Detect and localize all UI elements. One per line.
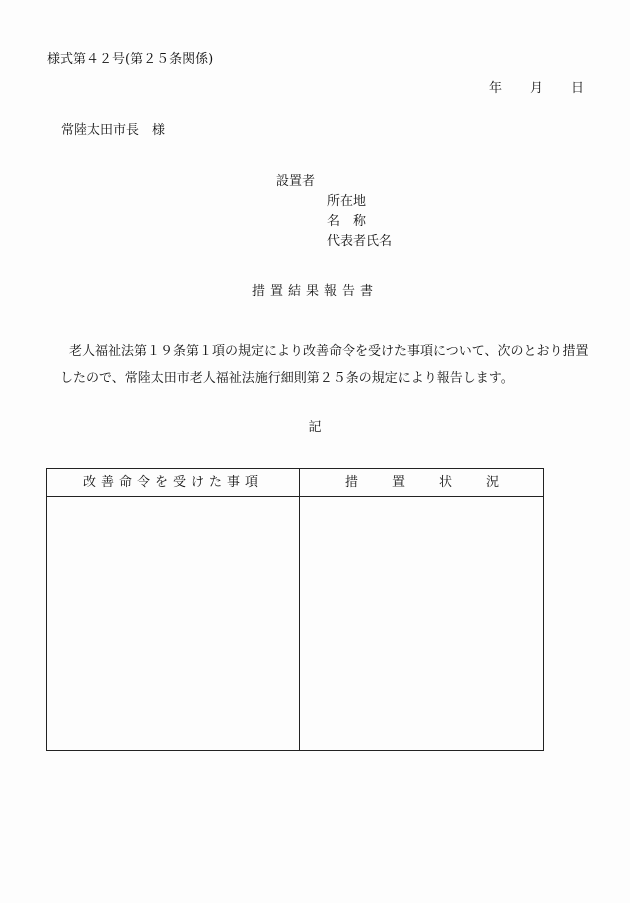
date-month-label: 月 bbox=[529, 81, 543, 96]
report-table bbox=[46, 468, 544, 751]
name-label: 名 称 bbox=[327, 214, 367, 229]
address-label: 所在地 bbox=[327, 194, 367, 209]
representative-label: 代表者氏名 bbox=[327, 234, 393, 249]
body-text bbox=[52, 338, 592, 392]
table-cell-status[interactable] bbox=[300, 497, 543, 750]
table-header-status: 措置状況 bbox=[344, 475, 533, 490]
establisher-heading: 設置者 bbox=[276, 174, 316, 189]
body-line-2: したので、常陸太田市老人福祉法施行細則第２５条の規定により報告します。 bbox=[60, 371, 514, 386]
ki-label: 記 bbox=[308, 420, 322, 435]
date-year-label: 年 bbox=[488, 81, 502, 96]
form-number: 様式第４２号(第２５条関係) bbox=[47, 52, 214, 67]
date-day-label: 日 bbox=[570, 81, 584, 96]
document-title: 措置結果報告書 bbox=[251, 284, 378, 299]
table-cell-matters[interactable] bbox=[47, 497, 299, 750]
date-line bbox=[489, 82, 584, 95]
body-line-1: 老人福祉法第１９条第１項の規定により改善命令を受けた事項について、次のとおり措置 bbox=[69, 344, 589, 359]
table-header-matters: 改善命令を受けた事項 bbox=[82, 475, 263, 490]
addressee: 常陸太田市長 様 bbox=[61, 123, 166, 138]
